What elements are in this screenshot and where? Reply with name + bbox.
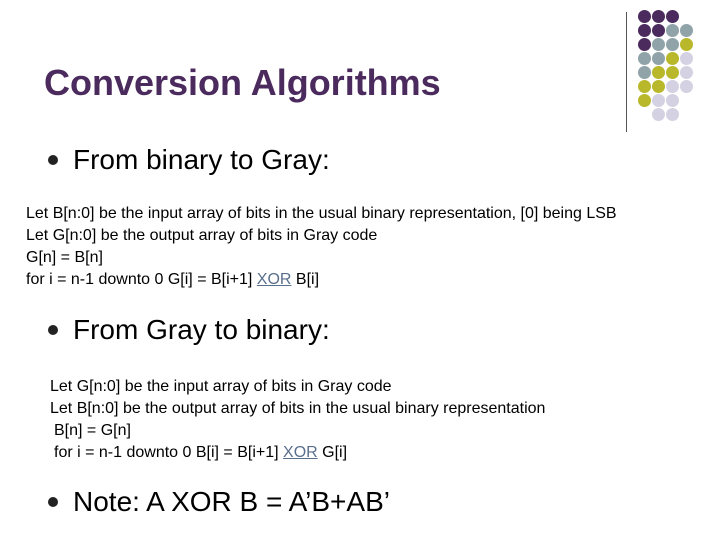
algorithm-line: B[n] = G[n]	[54, 422, 131, 439]
decorative-dot	[680, 66, 693, 79]
bullet-text: From Gray to binary:	[73, 314, 330, 345]
line-prefix: for i = n-1 downto 0 G[i] = B[i+1]	[26, 271, 257, 288]
decorative-dot	[666, 24, 679, 37]
slide-title: Conversion Algorithms	[44, 62, 441, 103]
xor-link[interactable]: XOR	[256, 271, 292, 288]
decorative-dot	[638, 66, 651, 79]
decorative-dot	[680, 80, 693, 93]
bullet-icon	[48, 155, 58, 165]
xor-link[interactable]: XOR	[283, 444, 318, 461]
bullet-binary-to-gray	[48, 144, 330, 176]
decorative-dot	[652, 38, 665, 51]
decorative-dot	[666, 52, 679, 65]
decorative-dot	[666, 108, 679, 121]
decorative-dot	[666, 66, 679, 79]
decorative-dot	[680, 38, 693, 51]
decorative-dot	[652, 52, 665, 65]
decorative-dot	[666, 38, 679, 51]
algorithm-line: Let G[n:0] be the output array of bits in Gray code	[26, 227, 378, 244]
decorative-dot	[638, 24, 651, 37]
decorative-dot	[638, 52, 651, 65]
decorative-dot	[652, 24, 665, 37]
line-prefix: for i = n-1 downto 0 B[i] = B[i+1]	[54, 444, 284, 461]
decorative-dot	[666, 94, 679, 107]
bullet-icon	[48, 325, 58, 335]
binary-to-gray-algorithm	[26, 203, 617, 291]
decorative-dot	[652, 80, 665, 93]
bullet-text: From binary to Gray:	[73, 144, 330, 175]
divider-line	[626, 12, 627, 132]
decorative-dot	[652, 10, 665, 23]
bullet-note	[48, 486, 390, 518]
decorative-dot	[652, 66, 665, 79]
decorative-dot	[652, 94, 665, 107]
bullet-text: Note: A XOR B = A’B+AB’	[73, 486, 390, 517]
decorative-dot	[652, 108, 665, 121]
line-suffix: B[i]	[291, 271, 320, 288]
algorithm-line	[26, 269, 617, 291]
decorative-dot	[638, 80, 651, 93]
decorative-dot	[638, 10, 651, 23]
decorative-dot-grid	[638, 10, 718, 122]
decorative-dot	[680, 24, 693, 37]
bullet-icon	[48, 497, 58, 507]
line-suffix: G[i]	[317, 444, 348, 461]
bullet-gray-to-binary	[48, 314, 330, 346]
gray-to-binary-algorithm	[50, 376, 545, 464]
algorithm-line: Let B[n:0] be the input array of bits in the usual binary representation, [0] being LSB	[26, 205, 617, 222]
decorative-dot	[638, 94, 651, 107]
decorative-dot	[638, 38, 651, 51]
decorative-dot	[666, 10, 679, 23]
decorative-dot	[680, 52, 693, 65]
algorithm-line: Let B[n:0] be the output array of bits in the usual binary representation	[50, 400, 546, 417]
algorithm-line: Let G[n:0] be the input array of bits in Gray code	[50, 378, 392, 395]
decorative-dot	[666, 80, 679, 93]
algorithm-line: G[n] = B[n]	[26, 249, 103, 266]
algorithm-line	[50, 442, 545, 464]
